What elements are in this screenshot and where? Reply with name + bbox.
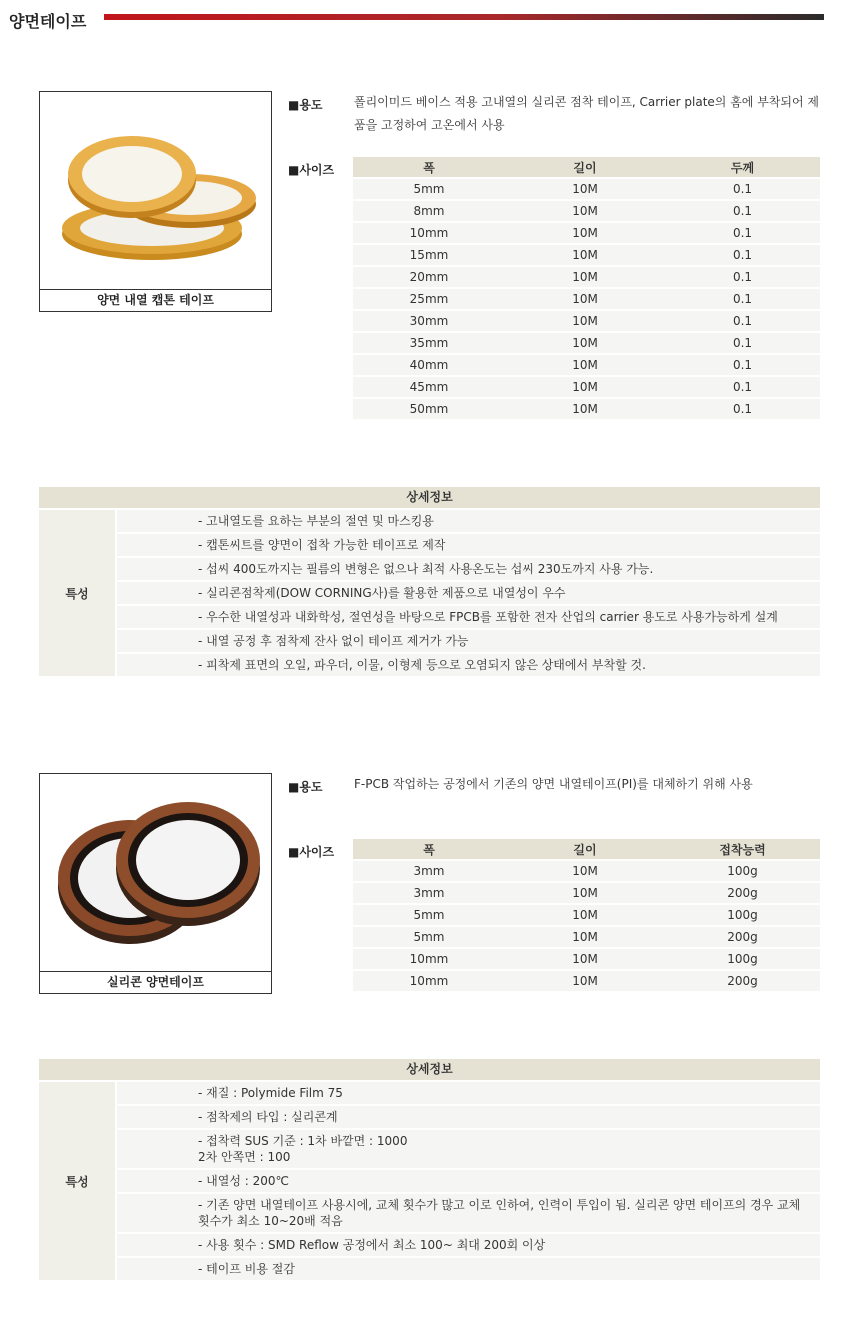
cell: 10mm [353,971,505,991]
detail-item: - 캡톤씨트를 양면이 접착 가능한 테이프로 제작 [117,534,820,556]
cell: 0.1 [665,399,820,419]
cell: 0.1 [665,245,820,265]
page-title: 양면테이프 [9,12,87,31]
table-row [353,883,820,903]
table-row [353,927,820,947]
cell: 0.1 [665,311,820,331]
usage-text: 폴리이미드 베이스 적용 고내열의 실리콘 점착 테이프, Carrier plate의 홈에 부착되어 제품을 고정하여 고온에서 사용 [354,95,819,132]
cell: 10M [505,861,665,881]
table-row [353,355,820,375]
cell: 10M [505,927,665,947]
cell: 10M [505,267,665,287]
table-row [353,971,820,991]
table-row [353,245,820,265]
product-caption: 실리콘 양면테이프 [107,975,204,989]
cell: 0.1 [665,333,820,353]
table-row [353,949,820,969]
cell: 0.1 [665,377,820,397]
detail-item: - 점착제의 타입 : 실리콘계 [117,1106,820,1128]
feature-label: 특성 [39,510,115,676]
product-caption: 양면 내열 캡톤 테이프 [97,293,214,307]
detail-item: - 재질 : Polymide Film 75 [117,1082,820,1104]
table-row [353,377,820,397]
table-row [353,289,820,309]
product-image-box [39,773,272,994]
cell: 5mm [353,905,505,925]
size-table [353,837,820,993]
cell: 0.1 [665,289,820,309]
cell: 3mm [353,883,505,903]
cell: 0.1 [665,267,820,287]
detail-item: - 접착력 SUS 기준 : 1차 바깥면 : 1000 2차 안쪽면 : 100 [117,1130,820,1168]
cell: 0.1 [665,201,820,221]
detail-item: - 테이프 비용 절감 [117,1258,820,1280]
size-table [353,155,820,421]
detail-item: - 기존 양면 내열테이프 사용시에, 교체 횟수가 많고 이로 인하여, 인력이 투입이 됨. 실리콘 양면 테이프의 경우 교체 횟수가 최소 10~20배 적음 [117,1194,820,1232]
size-label: ■사이즈 [288,163,335,177]
cell: 10mm [353,949,505,969]
cell: 10M [505,905,665,925]
detail-item: - 내열 공정 후 점착제 잔사 없이 테이프 제거가 가능 [117,630,820,652]
detail-item: - 우수한 내열성과 내화학성, 절연성을 바탕으로 FPCB를 포함한 전자 산업의 carrier 용도로 사용가능하게 설계 [117,606,820,628]
cell: 30mm [353,311,505,331]
cell: 10M [505,311,665,331]
cell: 25mm [353,289,505,309]
table-row [353,311,820,331]
table-row [353,201,820,221]
cell: 10M [505,377,665,397]
cell: 35mm [353,333,505,353]
detail-item: - 실리콘점착제(DOW CORNING사)를 활용한 제품으로 내열성이 우수 [117,582,820,604]
cell: 0.1 [665,355,820,375]
col-header-length: 길이 [505,157,665,177]
usage-label: ■용도 [288,98,323,112]
cell: 10M [505,333,665,353]
usage-text: F-PCB 작업하는 공정에서 기존의 양면 내열테이프(PI)를 대체하기 위해 사용 [354,777,753,791]
col-header-adhesion: 접착능력 [665,839,820,859]
detail-item: - 고내열도를 요하는 부분의 절연 및 마스킹용 [117,510,820,532]
detail-heading: 상세정보 [39,1059,820,1080]
cell: 10M [505,949,665,969]
cell: 10mm [353,223,505,243]
cell: 0.1 [665,179,820,199]
table-row [353,905,820,925]
cell: 20mm [353,267,505,287]
cell: 5mm [353,927,505,947]
usage-label: ■용도 [288,780,323,794]
table-row [353,267,820,287]
cell: 10M [505,883,665,903]
cell: 10M [505,245,665,265]
detail-item: - 피착제 표면의 오일, 파우더, 이물, 이형제 등으로 오염되지 않은 상태에서 부착할 것. [117,654,820,676]
cell: 10M [505,971,665,991]
detail-section [39,487,820,676]
cell: 10M [505,179,665,199]
cell: 5mm [353,179,505,199]
title-divider [104,14,824,20]
detail-item: - 사용 횟수 : SMD Reflow 공정에서 최소 100~ 최대 200회 이상 [117,1234,820,1256]
cell: 0.1 [665,223,820,243]
cell: 50mm [353,399,505,419]
cell: 100g [665,949,820,969]
table-row [353,861,820,881]
table-row [353,223,820,243]
table-row [353,333,820,353]
detail-heading: 상세정보 [39,487,820,508]
cell: 200g [665,971,820,991]
detail-item: - 내열성 : 200℃ [117,1170,820,1192]
cell: 40mm [353,355,505,375]
cell: 100g [665,861,820,881]
col-header-width: 폭 [353,839,505,859]
col-header-thickness: 두께 [665,157,820,177]
cell: 200g [665,883,820,903]
cell: 10M [505,399,665,419]
cell: 10M [505,223,665,243]
size-label: ■사이즈 [288,845,335,859]
cell: 100g [665,905,820,925]
kapton-tape-image [40,92,271,290]
cell: 15mm [353,245,505,265]
cell: 8mm [353,201,505,221]
silicone-tape-image [40,774,271,972]
col-header-width: 폭 [353,157,505,177]
feature-label: 특성 [39,1082,115,1280]
product-image-box [39,91,272,312]
cell: 10M [505,289,665,309]
cell: 200g [665,927,820,947]
cell: 10M [505,355,665,375]
detail-item: - 섭씨 400도까지는 필름의 변형은 없으나 최적 사용온도는 섭씨 230도까지 사용 가능. [117,558,820,580]
cell: 3mm [353,861,505,881]
table-row [353,179,820,199]
col-header-length: 길이 [505,839,665,859]
cell: 45mm [353,377,505,397]
table-row [353,399,820,419]
detail-section [39,1059,820,1280]
cell: 10M [505,201,665,221]
